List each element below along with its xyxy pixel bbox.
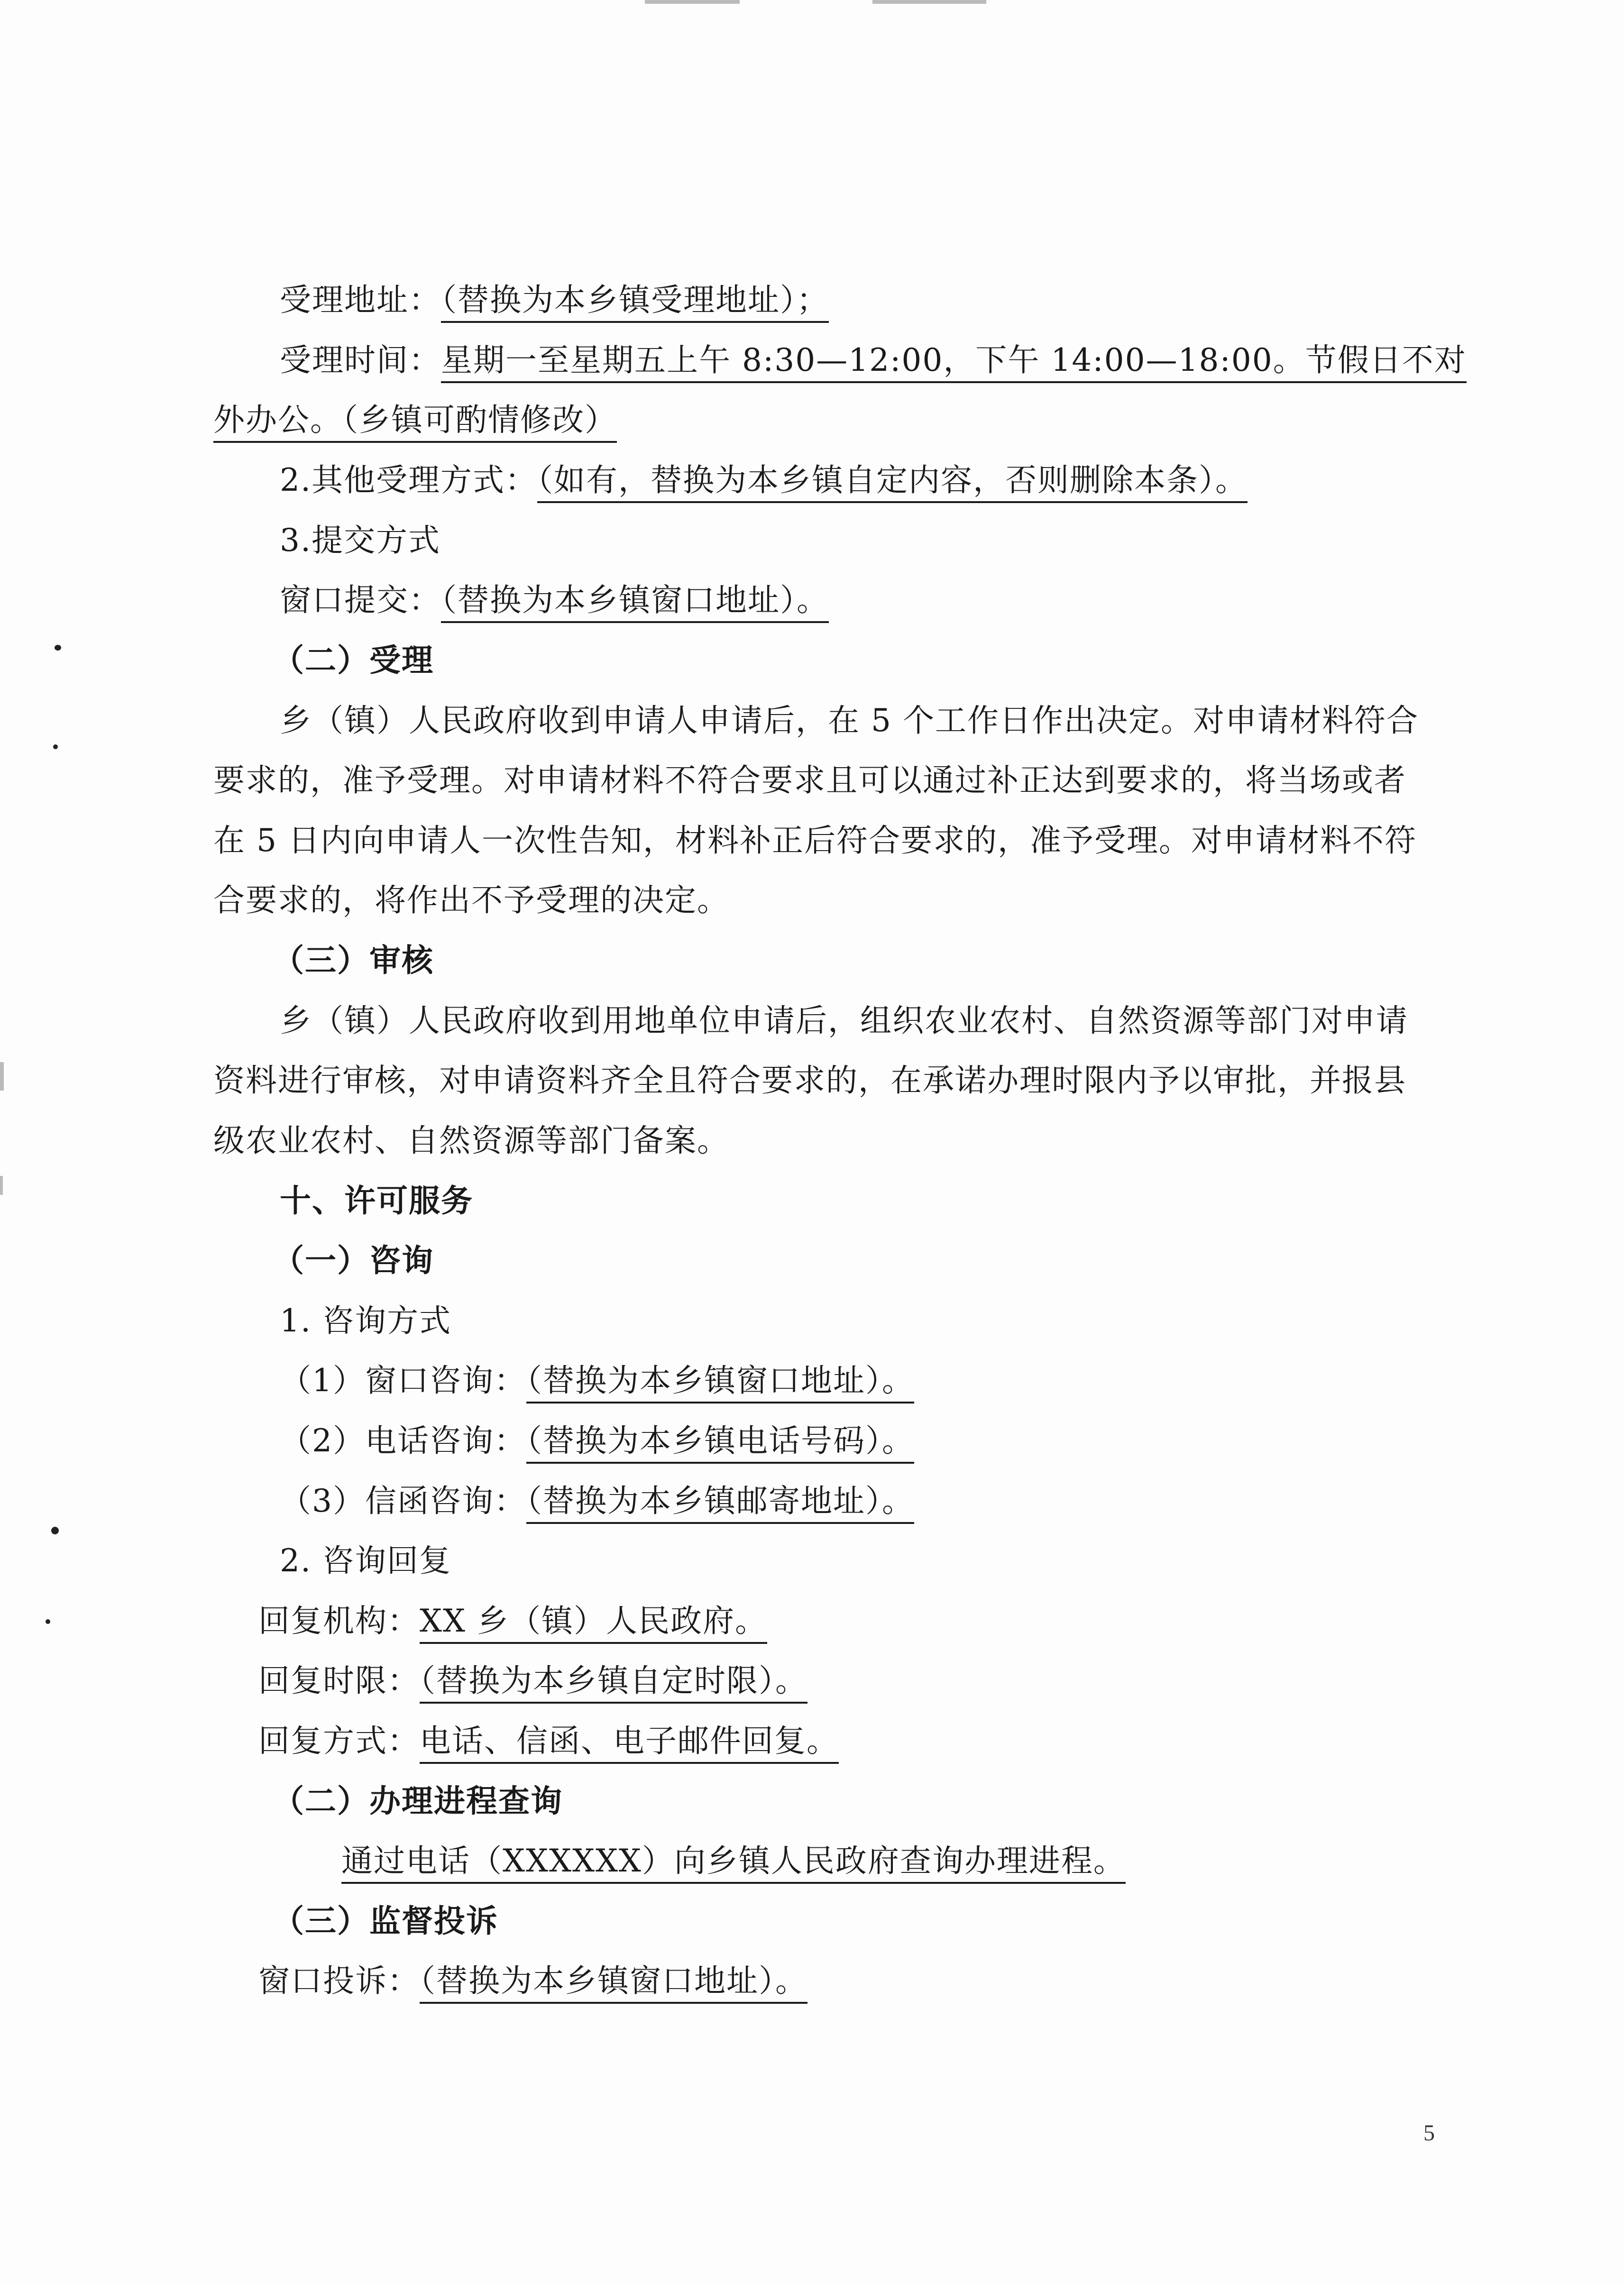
paragraph-line: 乡（镇）人民政府收到用地单位申请后，组织农业农村、自然资源等部门对申请 bbox=[280, 1002, 1408, 1039]
window-consultation-value: （替换为本乡镇窗口地址）。 bbox=[526, 1362, 914, 1403]
scan-edge-mark bbox=[0, 1176, 3, 1195]
page-number: 5 bbox=[1423, 2120, 1435, 2146]
line-label: 窗口提交： bbox=[280, 582, 441, 618]
acceptance-address-value: （替换为本乡镇受理地址）； bbox=[441, 282, 829, 323]
section-heading-license-service: 十、许可服务 bbox=[280, 1183, 473, 1219]
acceptance-address-line bbox=[280, 284, 829, 316]
progress-query-line bbox=[341, 1845, 1126, 1877]
phone-consultation-value: （替换为本乡镇电话号码）。 bbox=[526, 1422, 914, 1464]
scan-speck bbox=[55, 645, 61, 651]
submission-method-heading: 3.提交方式 bbox=[280, 522, 440, 559]
window-submission-line bbox=[280, 582, 829, 618]
consultation-reply-heading: 2. 咨询回复 bbox=[280, 1542, 451, 1579]
acceptance-time-value-cont: 外办公。（乡镇可酌情修改） bbox=[213, 402, 617, 443]
paragraph-line: 合要求的，将作出不予受理的决定。 bbox=[213, 882, 729, 918]
line-label: （3）信函咨询： bbox=[280, 1483, 526, 1519]
line-label: 受理时间： bbox=[280, 342, 441, 378]
paragraph-line: 级农业农村、自然资源等部门备案。 bbox=[213, 1122, 729, 1159]
window-complaint-value: （替换为本乡镇窗口地址）。 bbox=[420, 1963, 807, 2004]
line-label: 窗口投诉： bbox=[258, 1963, 420, 1999]
scan-edge-mark bbox=[645, 0, 740, 4]
section-heading-complaint: （三）监督投诉 bbox=[273, 1903, 498, 1939]
section-heading-consultation: （一）咨询 bbox=[273, 1242, 434, 1279]
acceptance-time-value: 星期一至星期五上午 8:30—12:00，下午 14:00—18:00。节假日不对 bbox=[441, 342, 1467, 383]
scan-edge-mark bbox=[872, 0, 986, 4]
reply-method-value: 电话、信函、电子邮件回复。 bbox=[420, 1723, 839, 1764]
line-label: （2）电话咨询： bbox=[280, 1422, 526, 1459]
paragraph-line: 要求的，准予受理。对申请材料不符合要求且可以通过补正达到要求的，将当场或者 bbox=[213, 762, 1406, 798]
paragraph-line: 资料进行审核，对申请资料齐全且符合要求的，在承诺办理时限内予以审批，并报县 bbox=[213, 1062, 1406, 1099]
reply-deadline-line bbox=[258, 1662, 807, 1699]
scan-speck bbox=[51, 1527, 59, 1534]
scan-speck bbox=[46, 1619, 50, 1624]
acceptance-time-continued bbox=[213, 404, 617, 436]
section-heading-progress-query: （二）办理进程查询 bbox=[273, 1783, 563, 1819]
progress-query-value: 通过电话（XXXXXX）向乡镇人民政府查询办理进程。 bbox=[341, 1843, 1126, 1884]
line-label: 回复时限： bbox=[258, 1662, 420, 1699]
other-acceptance-value: （如有，替换为本乡镇自定内容，否则删除本条）。 bbox=[537, 462, 1248, 503]
window-complaint-line bbox=[258, 1965, 807, 1997]
acceptance-time-line bbox=[280, 342, 1467, 378]
scan-edge-mark bbox=[0, 1062, 4, 1091]
reply-deadline-value: （替换为本乡镇自定时限）。 bbox=[420, 1662, 807, 1704]
window-submission-value: （替换为本乡镇窗口地址）。 bbox=[441, 582, 829, 623]
phone-consultation-line bbox=[280, 1422, 914, 1459]
paragraph-line: 乡（镇）人民政府收到申请人申请后，在 5 个工作日作出决定。对申请材料符合 bbox=[280, 702, 1419, 739]
reply-agency-value: XX 乡（镇）人民政府。 bbox=[420, 1603, 767, 1644]
other-acceptance-line bbox=[280, 462, 1248, 498]
scan-speck bbox=[53, 744, 58, 749]
reply-method-line bbox=[258, 1725, 839, 1757]
line-label: 回复机构： bbox=[258, 1603, 420, 1639]
mail-consultation-line bbox=[280, 1483, 914, 1519]
window-consultation-line bbox=[280, 1362, 914, 1399]
section-heading-review: （三）审核 bbox=[273, 942, 434, 979]
section-heading-acceptance: （二）受理 bbox=[273, 642, 434, 679]
line-label: （1）窗口咨询： bbox=[280, 1362, 526, 1399]
line-label: 回复方式： bbox=[258, 1723, 420, 1759]
line-label: 2.其他受理方式： bbox=[280, 462, 537, 498]
reply-agency-line bbox=[258, 1605, 767, 1637]
mail-consultation-value: （替换为本乡镇邮寄地址）。 bbox=[526, 1483, 914, 1524]
paragraph-line: 在 5 日内向申请人一次性告知，材料补正后符合要求的，准予受理。对申请材料不符 bbox=[213, 822, 1417, 859]
consultation-method-heading: 1. 咨询方式 bbox=[280, 1303, 451, 1339]
line-label: 受理地址： bbox=[280, 282, 441, 318]
